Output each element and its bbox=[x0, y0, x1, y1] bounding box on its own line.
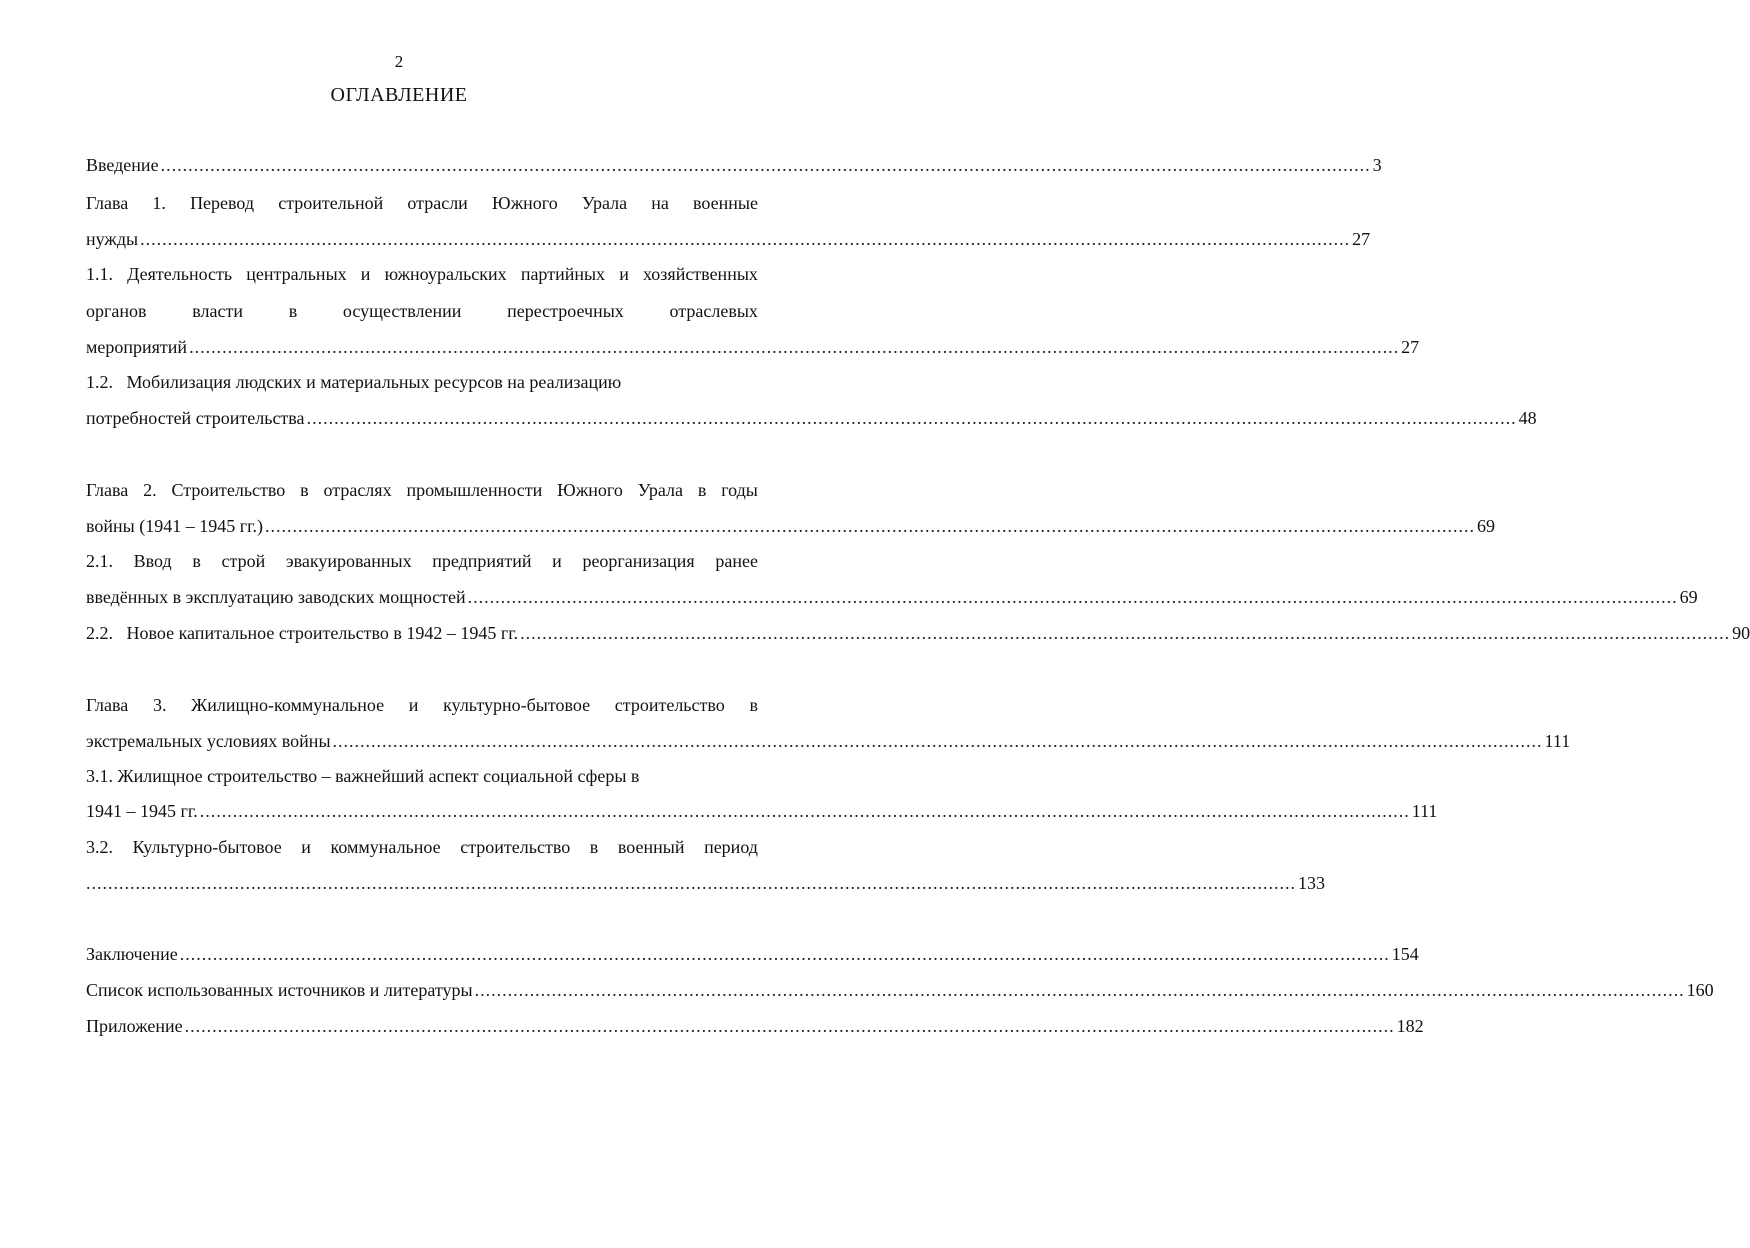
toc-word: и bbox=[301, 837, 311, 857]
dot-leader: ............................................................................................................................................................................................................................ bbox=[179, 944, 1390, 964]
toc-word: Глава bbox=[86, 193, 129, 213]
dot-leader: ............................................................................................................................................................................................................................ bbox=[160, 155, 1371, 175]
dot-leader: ............................................................................................................................................................................................................................ bbox=[199, 801, 1410, 821]
toc-entry-s1-1-line2[interactable] bbox=[86, 300, 758, 322]
toc-entry-ch3-line1[interactable] bbox=[86, 694, 758, 716]
toc-word: и bbox=[408, 695, 419, 715]
dot-leader: ............................................................................................................................................................................................................................ bbox=[467, 587, 1678, 607]
toc-entry-s3-1-line1[interactable]: 3.1. Жилищное строительство – важнейший аспект социальной сферы в bbox=[86, 766, 640, 786]
toc-word: Южного bbox=[557, 480, 623, 500]
toc-entry-sources[interactable] bbox=[86, 979, 1714, 1001]
entry-page: 69 bbox=[1476, 516, 1495, 536]
toc-word: Глава bbox=[86, 695, 129, 715]
toc-word: перестроечных bbox=[507, 301, 624, 321]
toc-word: строительство bbox=[614, 695, 725, 715]
toc-word: промышленности bbox=[406, 480, 543, 500]
toc-word: строительство bbox=[460, 837, 571, 857]
page-number: 2 bbox=[394, 52, 404, 71]
entry-page: 160 bbox=[1686, 980, 1714, 1000]
toc-word: Урала bbox=[637, 480, 683, 500]
toc-word: реорганизация bbox=[582, 551, 695, 571]
toc-word: Глава bbox=[86, 480, 129, 500]
entry-page: 111 bbox=[1411, 801, 1438, 821]
toc-entry-ch1-line2[interactable] bbox=[86, 228, 1371, 250]
toc-word: предприятий bbox=[432, 551, 532, 571]
toc-entry-s1-1-line1[interactable] bbox=[86, 263, 758, 285]
toc-word: и bbox=[552, 551, 562, 571]
dot-leader: ............................................................................................................................................................................................................................ bbox=[86, 873, 1296, 893]
entry-title: нужды bbox=[86, 229, 139, 249]
entry-title: Список использованных источников и литературы bbox=[86, 980, 473, 1000]
toc-word: центральных bbox=[246, 264, 347, 284]
toc-entry-s3-1-line2[interactable] bbox=[86, 800, 1438, 822]
entry-title: введённых в эксплуатацию заводских мощностей bbox=[86, 587, 466, 607]
entry-title: экстремальных условиях войны bbox=[86, 731, 331, 751]
toc-word: в bbox=[288, 301, 298, 321]
toc-entry-s1-1-line3[interactable] bbox=[86, 336, 1420, 358]
toc-word: в bbox=[300, 480, 309, 500]
toc-word: 2. bbox=[143, 480, 157, 500]
toc-entry-appendix[interactable] bbox=[86, 1015, 1424, 1037]
toc-word: власти bbox=[192, 301, 243, 321]
toc-word: ранее bbox=[715, 551, 758, 571]
dot-leader: ............................................................................................................................................................................................................................ bbox=[306, 408, 1517, 428]
entry-title: войны (1941 – 1945 гг.) bbox=[86, 516, 263, 536]
dot-leader: ............................................................................................................................................................................................................................ bbox=[474, 980, 1685, 1000]
toc-word: Деятельность bbox=[127, 264, 233, 284]
toc-word: и bbox=[360, 264, 371, 284]
entry-page: 111 bbox=[1544, 731, 1571, 751]
toc-word: Жилищно-коммунальное bbox=[191, 695, 385, 715]
entry-page: 90 bbox=[1732, 623, 1750, 643]
toc-entry-conclusion[interactable] bbox=[86, 943, 1419, 965]
toc-word: в bbox=[749, 695, 758, 715]
toc-entry-s2-1-line2[interactable] bbox=[86, 586, 1698, 608]
toc-word: Ввод bbox=[133, 551, 172, 571]
toc-word: строй bbox=[221, 551, 266, 571]
toc-entry-s3-2-line1[interactable] bbox=[86, 836, 758, 858]
dot-leader: ............................................................................................................................................................................................................................ bbox=[140, 229, 1351, 249]
toc-entry-s3-2-line2[interactable] bbox=[86, 872, 1325, 894]
entry-title: потребностей строительства bbox=[86, 408, 305, 428]
toc-entry-ch2-line2[interactable] bbox=[86, 515, 1495, 537]
toc-word: отраслевых bbox=[669, 301, 758, 321]
toc-word: Южного bbox=[491, 193, 558, 213]
toc-entry-ch2-line1[interactable] bbox=[86, 479, 758, 501]
toc-word: и bbox=[619, 264, 629, 284]
dot-leader: ............................................................................................................................................................................................................................ bbox=[332, 731, 1543, 751]
entry-page: 27 bbox=[1352, 229, 1371, 249]
toc-word: в bbox=[192, 551, 201, 571]
entry-page: 3 bbox=[1372, 155, 1382, 175]
toc-entry-ch1-line1[interactable] bbox=[86, 192, 758, 214]
entry-page: 154 bbox=[1391, 944, 1419, 964]
toc-word: строительной bbox=[278, 193, 384, 213]
toc-word: 1. bbox=[152, 193, 166, 213]
entry-title: 1941 – 1945 гг. bbox=[86, 801, 198, 821]
toc-word: южноуральских bbox=[384, 264, 507, 284]
toc-word: осуществлении bbox=[342, 301, 462, 321]
toc-entry-intro[interactable] bbox=[86, 154, 1382, 176]
toc-word: 1.1. bbox=[86, 264, 113, 284]
dot-leader: ............................................................................................................................................................................................................................ bbox=[189, 337, 1400, 357]
toc-word: годы bbox=[721, 480, 758, 500]
dot-leader: ............................................................................................................................................................................................................................ bbox=[184, 1016, 1395, 1036]
entry-title: Введение bbox=[86, 155, 159, 175]
entry-page: 69 bbox=[1679, 587, 1698, 607]
entry-title: мероприятий bbox=[86, 337, 188, 357]
toc-entry-s2-1-line1[interactable] bbox=[86, 550, 758, 572]
toc-word: период bbox=[704, 837, 758, 857]
toc-title: ОГЛАВЛЕНИЕ bbox=[330, 84, 468, 106]
dot-leader: ............................................................................................................................................................................................................................ bbox=[520, 623, 1731, 643]
toc-word: военные bbox=[693, 193, 758, 213]
toc-word: культурно-бытовое bbox=[443, 695, 591, 715]
toc-word: военный bbox=[617, 837, 685, 857]
toc-word: Строительство bbox=[171, 480, 286, 500]
toc-word: органов bbox=[86, 301, 147, 321]
entry-title: Приложение bbox=[86, 1016, 183, 1036]
toc-word: партийных bbox=[520, 264, 606, 284]
toc-word: на bbox=[651, 193, 669, 213]
toc-word: отрасли bbox=[407, 193, 468, 213]
toc-word: Перевод bbox=[190, 193, 255, 213]
entry-title: 2.2. Новое капитальное строительство в 1942 – 1945 гг. bbox=[86, 623, 519, 643]
toc-word: в bbox=[589, 837, 599, 857]
entry-page: 182 bbox=[1396, 1016, 1424, 1036]
toc-word: Культурно-бытовое bbox=[132, 837, 282, 857]
toc-word: эвакуированных bbox=[285, 551, 412, 571]
toc-entry-s1-2-line1[interactable]: 1.2. Мобилизация людских и материальных ресурсов на реализацию bbox=[86, 372, 622, 392]
entry-title: Заключение bbox=[86, 944, 178, 964]
toc-word: в bbox=[697, 480, 707, 500]
toc-word: 3.2. bbox=[86, 837, 113, 857]
toc-word: 2.1. bbox=[86, 551, 113, 571]
dot-leader: ............................................................................................................................................................................................................................ bbox=[264, 516, 1475, 536]
toc-word: коммунальное bbox=[330, 837, 441, 857]
toc-word: хозяйственных bbox=[642, 264, 758, 284]
toc-word: 3. bbox=[152, 695, 167, 715]
toc-entry-s1-2-line2[interactable] bbox=[86, 407, 1537, 429]
toc-word: Урала bbox=[581, 193, 628, 213]
entry-page: 27 bbox=[1401, 337, 1420, 357]
toc-entry-s2-2[interactable] bbox=[86, 622, 1750, 644]
toc-entry-ch3-line2[interactable] bbox=[86, 730, 1571, 752]
toc-word: отраслях bbox=[323, 480, 392, 500]
entry-page: 48 bbox=[1518, 408, 1537, 428]
entry-page: 133 bbox=[1298, 873, 1325, 893]
